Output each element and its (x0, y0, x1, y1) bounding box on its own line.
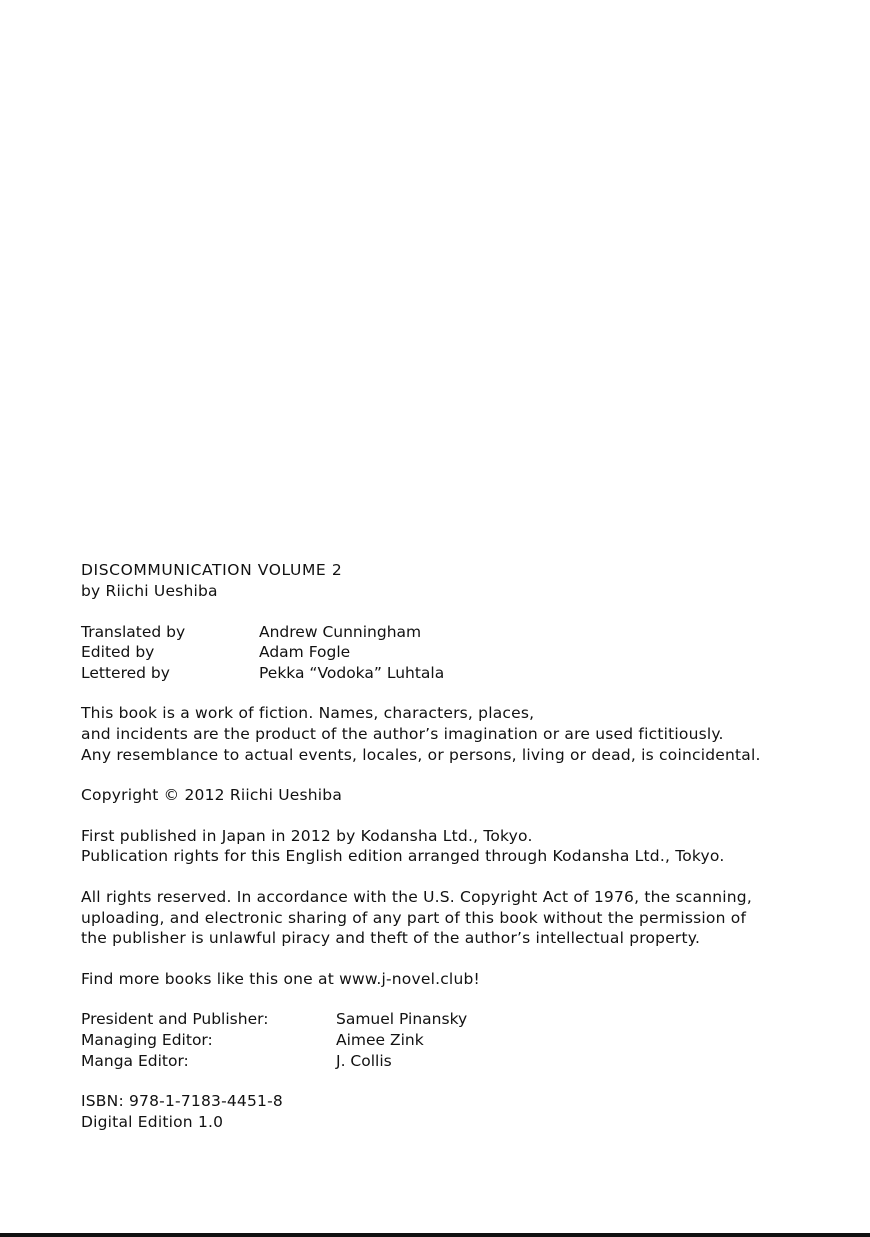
publication-line: Publication rights for this English edition arranged through Kodansha Ltd., Tokyo. (81, 847, 725, 866)
title-block (81, 560, 781, 602)
staff-row (81, 1051, 781, 1072)
book-title: DISCOMMUNICATION VOLUME 2 (81, 561, 343, 579)
credit-name: Pekka “Vodoka” Luhtala (259, 663, 445, 682)
credits-block (81, 622, 781, 684)
staff-name: Samuel Pinansky (336, 1010, 468, 1029)
book-author: by Riichi Ueshiba (81, 582, 218, 600)
staff-row (81, 1009, 781, 1030)
staff-role: Managing Editor: (81, 1030, 213, 1049)
staff-role: President and Publisher: (81, 1010, 269, 1029)
staff-block (81, 1009, 781, 1071)
copyright-line: Copyright © 2012 Riichi Ueshiba (81, 786, 343, 805)
promo-block (81, 969, 781, 990)
rights-reserved-block (81, 887, 781, 949)
staff-row (81, 1030, 781, 1051)
credit-role: Lettered by (81, 663, 170, 682)
staff-role: Manga Editor: (81, 1051, 189, 1070)
disclaimer-line: and incidents are the product of the author’s imagination or are used fictitiously. (81, 724, 724, 743)
staff-name: J. Collis (336, 1051, 392, 1070)
credits-row (81, 622, 781, 643)
rights-line: All rights reserved. In accordance with the U.S. Copyright Act of 1976, the scanning, (81, 887, 752, 906)
bottom-rule (0, 1233, 870, 1237)
disclaimer-line: This book is a work of fiction. Names, characters, places, (81, 704, 535, 723)
rights-line: uploading, and electronic sharing of any part of this book without the permission of (81, 908, 747, 927)
promo-line: Find more books like this one at www.j-novel.club! (81, 969, 480, 988)
isbn-block (81, 1091, 781, 1132)
edition-line: Digital Edition 1.0 (81, 1112, 224, 1131)
colophon-text-block (81, 560, 781, 1152)
fiction-disclaimer-block (81, 703, 781, 765)
credits-row (81, 642, 781, 663)
disclaimer-line: Any resemblance to actual events, locales, or persons, living or dead, is coincidental. (81, 745, 761, 764)
credit-name: Adam Fogle (259, 643, 351, 662)
publication-line: First published in Japan in 2012 by Kodansha Ltd., Tokyo. (81, 826, 533, 845)
credit-role: Edited by (81, 643, 155, 662)
credit-name: Andrew Cunningham (259, 622, 422, 641)
copyright-block (81, 785, 781, 806)
credits-row (81, 663, 781, 684)
publication-block (81, 826, 781, 867)
rights-line: the publisher is unlawful piracy and theft of the author’s intellectual property. (81, 929, 701, 948)
credit-role: Translated by (81, 622, 186, 641)
staff-name: Aimee Zink (336, 1030, 424, 1049)
isbn-line: ISBN: 978-1-7183-4451-8 (81, 1092, 283, 1111)
